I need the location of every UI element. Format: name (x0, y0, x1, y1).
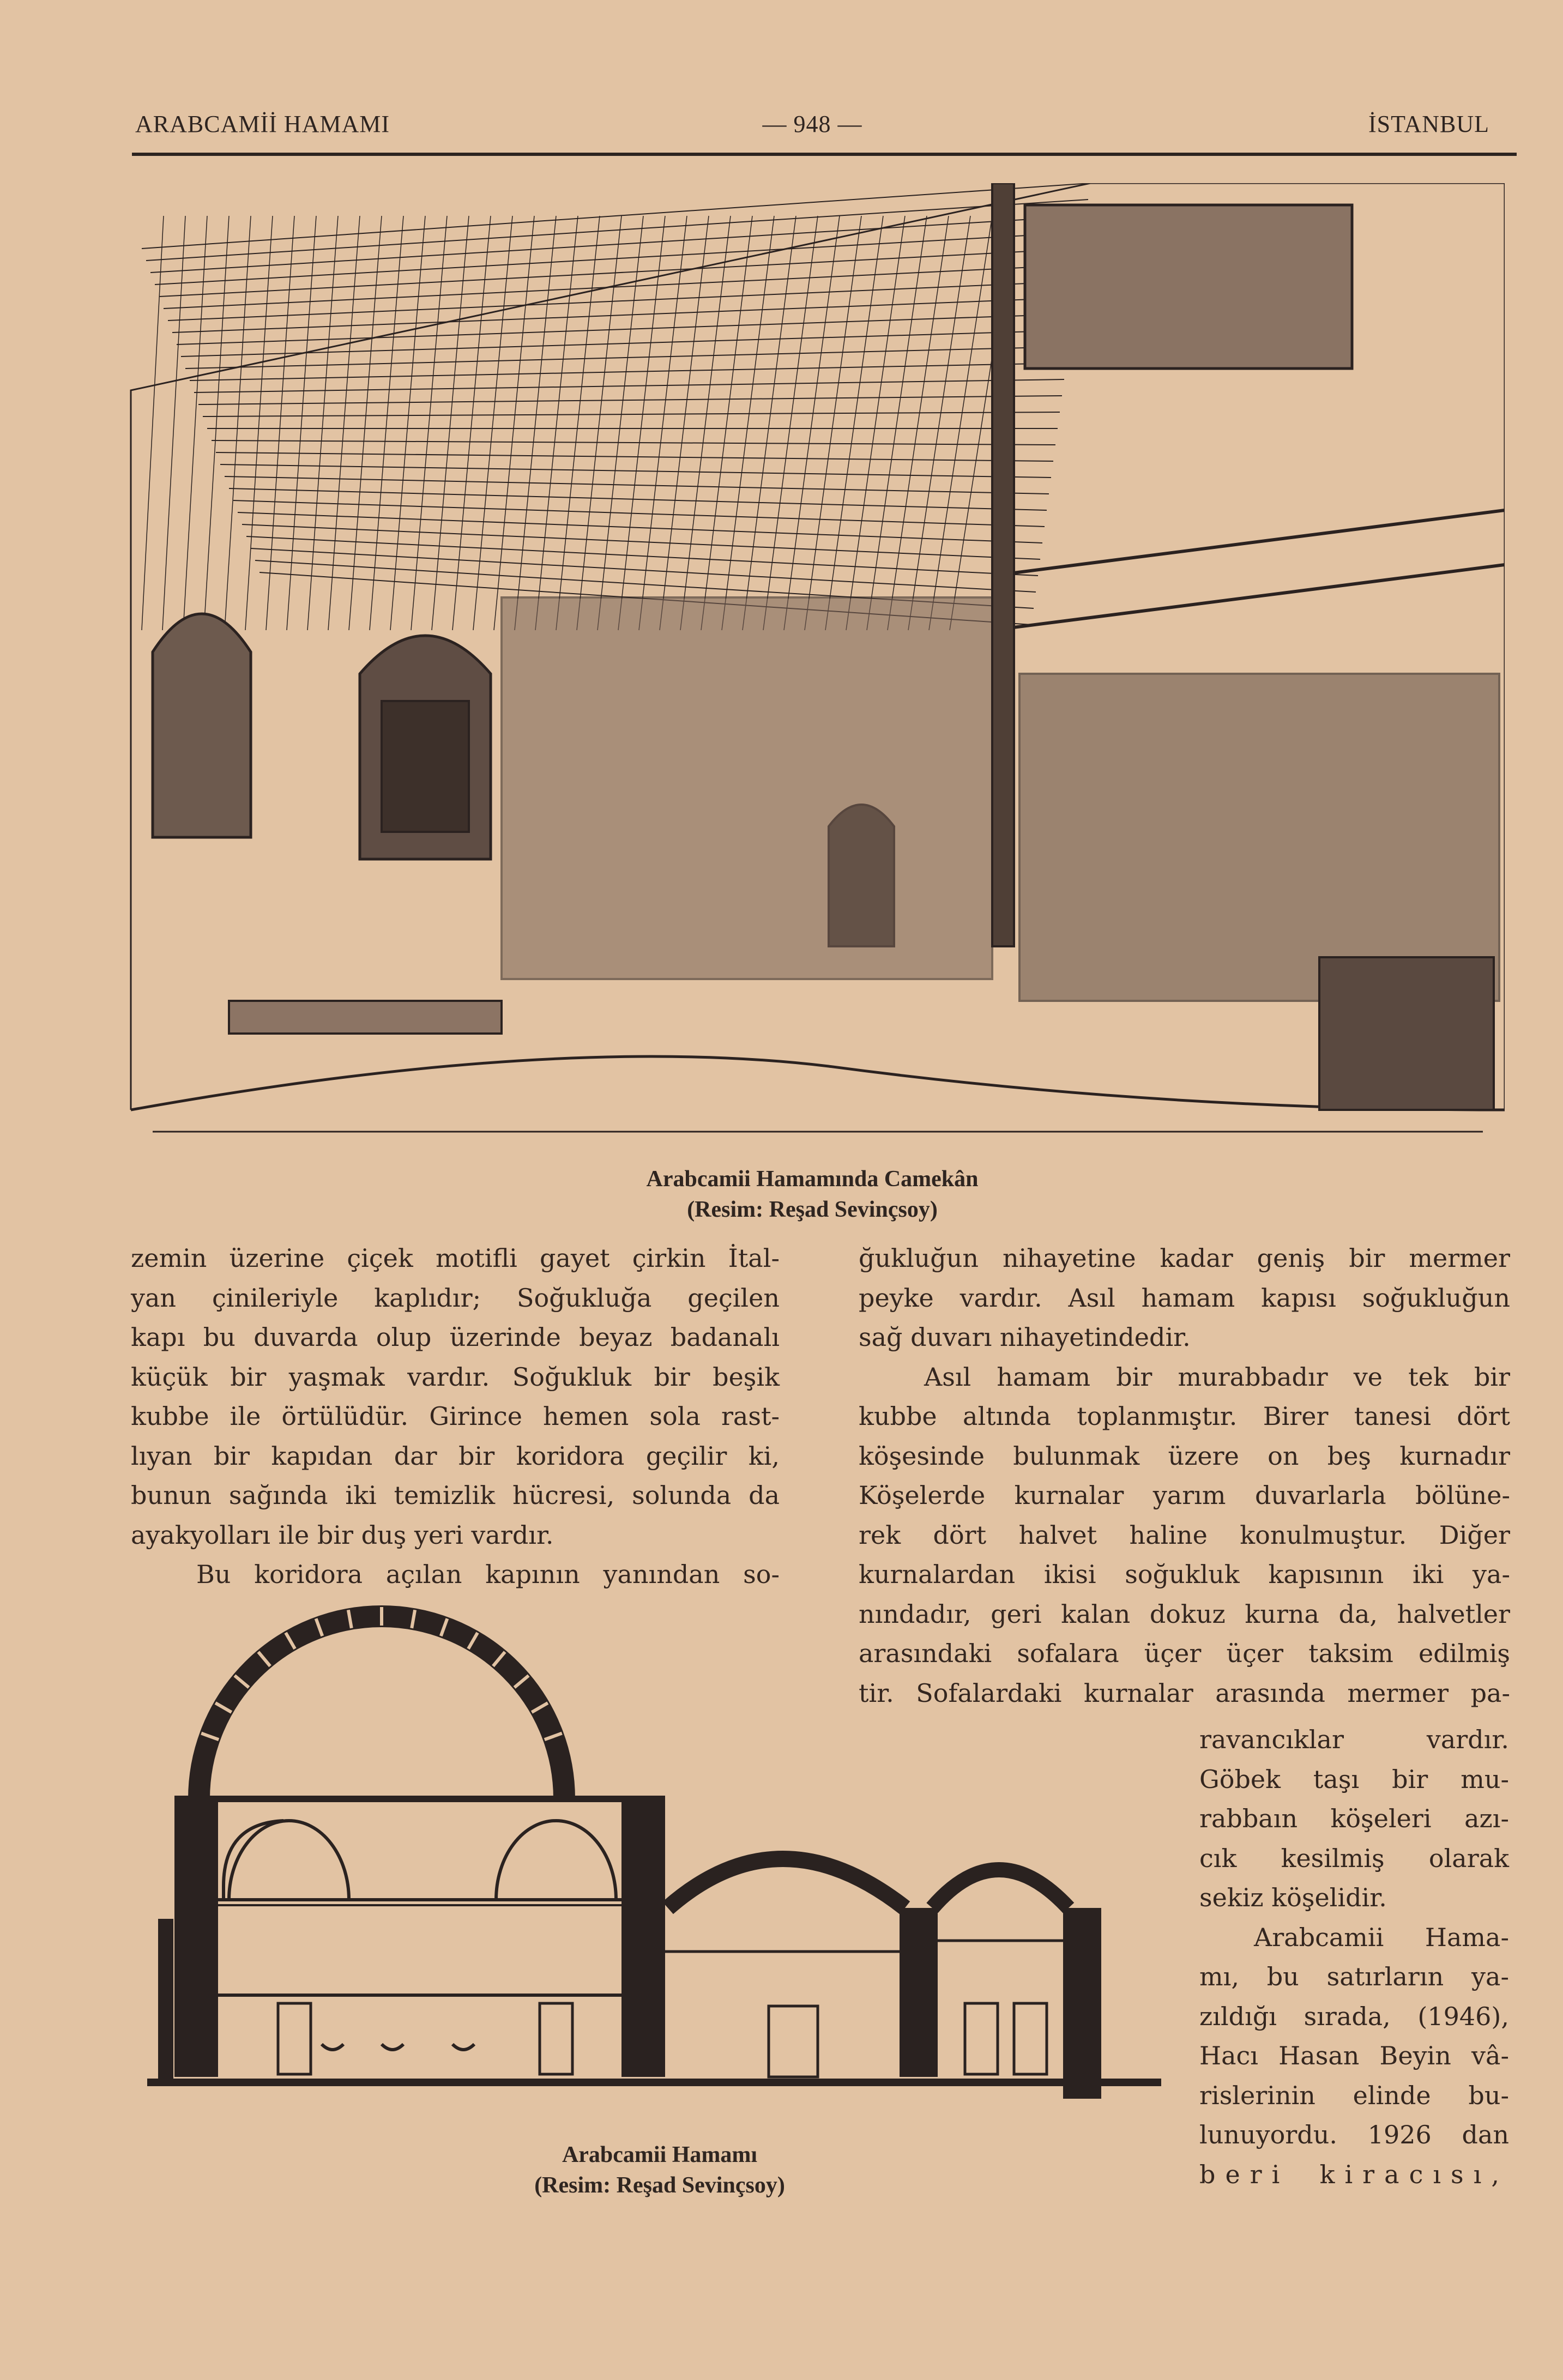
text-line: sekiz köşelidir. (1199, 1883, 1387, 1912)
text-line: nındadır, geri kalan dokuz kurna da, halvetler (859, 1599, 1510, 1629)
text-line: cık kesilmiş olarak (1199, 1843, 1509, 1873)
text-line: arasındaki sofalara üçer üçer taksim edilmiş (859, 1639, 1510, 1668)
text-line: lunuyordu. 1926 dan (1199, 2120, 1509, 2149)
text-line: Bu koridora açılan kapının yanından so- (196, 1560, 780, 1589)
text-line: zemin üzerine çiçek motifli gayet çirkin İtal- (131, 1243, 780, 1273)
text-line: Arabcamii Hama- (1254, 1922, 1509, 1952)
section-title: İSTANBUL (1368, 111, 1490, 137)
text-line: Göbek taşı bir mu- (1199, 1764, 1509, 1794)
text-line: köşesinde bulunmak üzere on beş kurnadır (859, 1441, 1510, 1471)
text-line: zıldığı sırada, (1946), (1199, 2001, 1509, 2031)
section-caption (414, 2140, 905, 2201)
left-column (131, 1239, 780, 1594)
section-caption-credit: (Resim: Reşad Sevinçsoy) (534, 2173, 785, 2198)
text-line: lıyan bir kapıdan dar bir koridora geçilir ki, (131, 1441, 780, 1471)
text-line: mı, bu satırların ya- (1199, 1962, 1509, 1991)
text-line: rabbaın köşeleri azı- (1199, 1804, 1509, 1833)
text-line: peyke vardır. Asıl hamam kapısı soğukluğun (859, 1283, 1510, 1313)
text-line: kubbe ile örtülüdür. Girince hemen sola rast- (131, 1402, 780, 1431)
text-line: ğukluğun nihayetine kadar geniş bir mermer (859, 1243, 1510, 1273)
hamam-section-drawing (147, 1603, 1161, 2137)
text-line: tir. Sofalardaki kurnalar arasında mermer pa- (859, 1678, 1510, 1708)
page-number: — 948 — (762, 111, 862, 137)
text-line: ravancıklar vardır. (1199, 1725, 1509, 1754)
camekan-caption-title: Arabcamii Hamamında Camekân (646, 1167, 979, 1192)
text-line: kubbe altında toplanmıştır. Birer tanesi dört (859, 1402, 1510, 1431)
camekan-caption (512, 1164, 1112, 1225)
camekan-illustration (120, 183, 1505, 1148)
header-rule (132, 153, 1517, 156)
text-line: kurnalardan ikisi soğukluk kapısının iki ya- (859, 1560, 1510, 1589)
text-line: rek dört halvet haline konulmuştur. Diğer (859, 1520, 1510, 1550)
running-title: ARABCAMİİ HAMAMI (135, 111, 390, 137)
camekan-caption-credit: (Resim: Reşad Sevinçsoy) (687, 1197, 938, 1222)
text-line: Hacı Hasan Beyin vâ- (1199, 2041, 1509, 2070)
text-line: beri kiracısı, (1199, 2159, 1509, 2189)
text-line: rislerinin elinde bu- (1199, 2080, 1509, 2110)
text-line: sağ duvarı nihayetindedir. (859, 1322, 1191, 1352)
text-line: Köşelerde kurnalar yarım duvarlarla bölüne- (859, 1481, 1510, 1510)
text-line: ayakyolları ile bir duş yeri vardır. (131, 1520, 554, 1550)
right-column-narrow (1199, 1720, 1509, 2194)
section-caption-title: Arabcamii Hamamı (562, 2142, 758, 2167)
text-line: bunun sağında iki temizlik hücresi, solunda da (131, 1481, 780, 1510)
text-line: Asıl hamam bir murabbadır ve tek bir (924, 1362, 1510, 1392)
text-line: kapı bu duvarda olup üzerinde beyaz badanalı (131, 1322, 780, 1352)
text-line: yan çinileriyle kaplıdır; Soğukluğa geçilen (131, 1283, 780, 1313)
text-line: küçük bir yaşmak vardır. Soğukluk bir beşik (131, 1362, 780, 1392)
